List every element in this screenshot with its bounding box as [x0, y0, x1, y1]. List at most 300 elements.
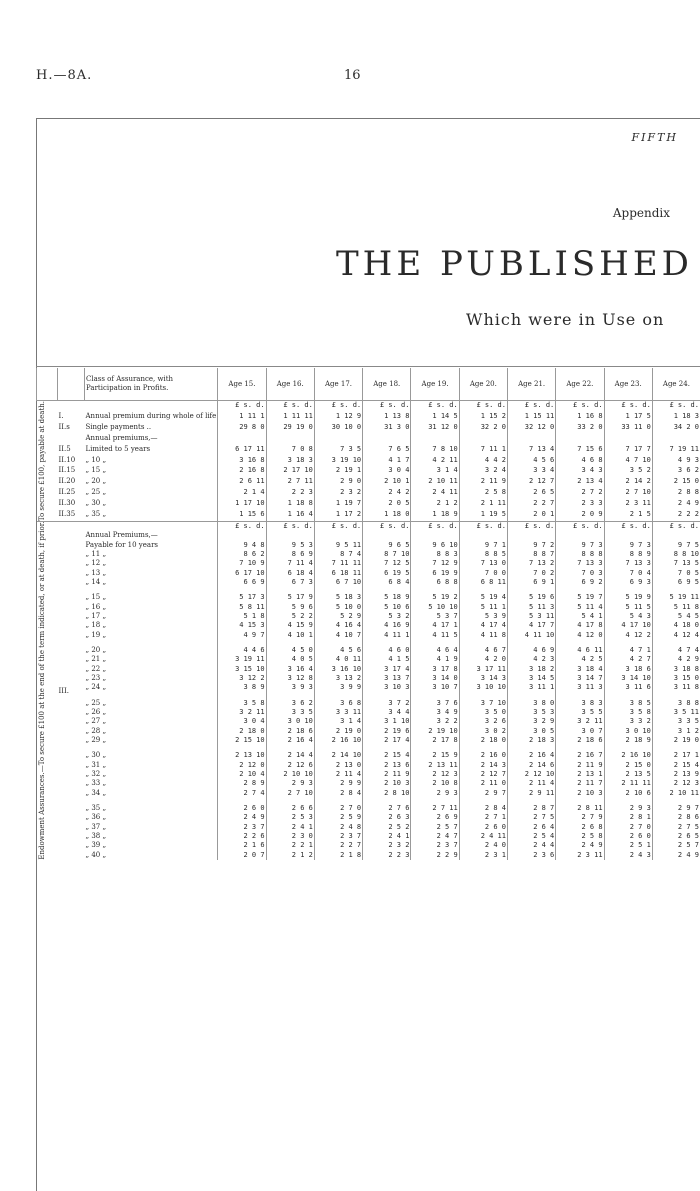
row-value: [218, 434, 266, 445]
row-value: 2 13 0: [314, 761, 362, 770]
table-row: [37, 541, 700, 550]
row-value: 2 6 5: [652, 832, 700, 841]
row-value: [459, 531, 507, 540]
row-value: 3 15 0: [652, 674, 700, 683]
row-value: 2 16 4: [507, 751, 555, 760]
row-value: 5 4 3: [604, 612, 652, 621]
row-value: 9 5 11: [314, 541, 362, 550]
row-value: 2 5 4: [507, 832, 555, 841]
row-value: 5 3 9: [459, 612, 507, 621]
row-value: 2 16 7: [556, 751, 604, 760]
row-class: „ 22 „: [85, 665, 218, 674]
row-value: 2 6 6: [266, 804, 314, 813]
row-value: 4 0 5: [266, 655, 314, 664]
row-value: 4 11 1: [363, 631, 411, 640]
row-value: 2 10 11: [411, 477, 459, 488]
row-value: 5 11 4: [556, 603, 604, 612]
table-row: [37, 683, 700, 692]
row-value: 2 7 4: [218, 789, 266, 798]
row-code: II.30: [58, 499, 85, 510]
row-value: 2 13 5: [604, 770, 652, 779]
row-value: 2 2 3: [266, 488, 314, 499]
table-row: [37, 593, 700, 602]
row-value: 2 7 2: [556, 488, 604, 499]
row-value: 9 7 3: [604, 541, 652, 550]
table-row: [37, 789, 700, 798]
row-value: 2 9 3: [411, 789, 459, 798]
row-value: 2 11 7: [556, 779, 604, 788]
row-value: 2 6 3: [363, 813, 411, 822]
row-value: 6 7 3: [266, 578, 314, 587]
row-value: 2 3 2: [363, 841, 411, 850]
row-value: 4 7 4: [652, 646, 700, 655]
row-value: 5 10 10: [411, 603, 459, 612]
row-value: 3 0 2: [459, 727, 507, 736]
row-value: 1 14 5: [411, 412, 459, 423]
row-value: 3 1 4: [411, 466, 459, 477]
unit-row: [37, 522, 700, 532]
section-code: [58, 401, 85, 413]
age-header: Age 16.: [266, 368, 314, 401]
row-value: 3 5 8: [604, 708, 652, 717]
row-value: 5 19 4: [459, 593, 507, 602]
row-code: I.: [58, 412, 85, 423]
row-value: 6 19 5: [363, 569, 411, 578]
row-value: 1 19 5: [459, 510, 507, 522]
row-class: „ 33 „: [85, 779, 218, 788]
row-class: „ 39 „: [85, 841, 218, 850]
row-value: 5 11 1: [459, 603, 507, 612]
row-value: 2 15 10: [218, 736, 266, 745]
row-value: 2 3 7: [314, 832, 362, 841]
rates-body: [37, 401, 700, 861]
row-class: „ 12 „: [85, 559, 218, 568]
row-value: [314, 531, 362, 540]
row-value: 2 5 7: [652, 841, 700, 850]
row-class: „ 25 „: [85, 699, 218, 708]
row-value: 3 9 9: [314, 683, 362, 692]
row-value: 7 10 9: [218, 559, 266, 568]
row-value: 3 11 3: [556, 683, 604, 692]
row-value: 29 19 0: [266, 423, 314, 434]
row-value: 2 18 0: [218, 727, 266, 736]
table-row: [37, 674, 700, 683]
row-value: 2 6 0: [459, 823, 507, 832]
row-value: 2 7 10: [604, 488, 652, 499]
row-value: 5 19 11: [652, 593, 700, 602]
row-value: 6 8 8: [411, 578, 459, 587]
row-value: 2 4 7: [411, 832, 459, 841]
row-value: 2 10 4: [218, 770, 266, 779]
row-value: 2 18 6: [266, 727, 314, 736]
row-class: „ 36 „: [85, 813, 218, 822]
row-class: „ 20 „: [85, 477, 218, 488]
row-class: „ 20 „: [85, 646, 218, 655]
row-value: 2 19 0: [314, 727, 362, 736]
table-row: [37, 761, 700, 770]
row-code: II.15: [58, 466, 85, 477]
row-class: „ 21 „: [85, 655, 218, 664]
row-value: 7 12 9: [411, 559, 459, 568]
row-value: 9 7 5: [652, 541, 700, 550]
row-value: 3 1 2: [652, 727, 700, 736]
unit-label: £ s. d.: [266, 522, 314, 532]
row-value: 4 4 6: [218, 646, 266, 655]
row-value: 2 16 8: [218, 466, 266, 477]
row-value: 3 0 10: [604, 727, 652, 736]
row-value: 2 3 2: [314, 488, 362, 499]
row-value: 6 17 10: [218, 569, 266, 578]
row-value: 2 18 6: [556, 736, 604, 745]
row-value: 2 13 4: [556, 477, 604, 488]
row-value: 2 18 0: [459, 736, 507, 745]
row-value: 2 10 11: [652, 789, 700, 798]
row-value: 3 5 11: [652, 708, 700, 717]
row-value: 6 9 5: [652, 578, 700, 587]
row-value: 2 4 9: [652, 499, 700, 510]
row-value: 2 13 11: [411, 761, 459, 770]
row-value: 4 1 7: [363, 456, 411, 467]
row-value: 9 7 1: [459, 541, 507, 550]
row-value: 2 8 4: [459, 804, 507, 813]
row-value: 6 17 11: [218, 445, 266, 456]
row-value: 2 12 10: [507, 770, 555, 779]
row-code: [58, 434, 85, 445]
row-class: „ 15 „: [85, 466, 218, 477]
row-value: 1 16 4: [266, 510, 314, 522]
row-value: 2 1 4: [218, 488, 266, 499]
page-title: THE PUBLISHED: [336, 244, 693, 284]
row-value: 8 8 9: [604, 550, 652, 559]
row-value: 3 18 6: [604, 665, 652, 674]
row-value: 2 14 3: [459, 761, 507, 770]
row-class: Annual premiums,—: [85, 434, 218, 445]
row-value: 3 0 10: [266, 717, 314, 726]
unit-label: £ s. d.: [314, 522, 362, 532]
row-value: 3 2 11: [218, 708, 266, 717]
row-class: „ 31 „: [85, 761, 218, 770]
row-value: 4 4 2: [459, 456, 507, 467]
row-value: 3 6 2: [652, 466, 700, 477]
row-class: Payable for 10 years: [85, 541, 218, 550]
row-class: „ 13 „: [85, 569, 218, 578]
row-value: 4 11 5: [411, 631, 459, 640]
row-value: 2 4 0: [459, 841, 507, 850]
row-value: 4 12 0: [556, 631, 604, 640]
row-value: 4 17 1: [411, 621, 459, 630]
row-value: 3 5 2: [604, 466, 652, 477]
row-code: II.20: [58, 477, 85, 488]
row-value: 9 6 5: [363, 541, 411, 550]
row-value: 1 15 6: [218, 510, 266, 522]
row-value: 4 2 0: [459, 655, 507, 664]
row-value: 2 10 3: [556, 789, 604, 798]
row-value: 5 17 9: [266, 593, 314, 602]
row-value: 2 9 3: [266, 779, 314, 788]
page-subtitle: Which were in Use on: [466, 310, 664, 329]
row-value: [363, 434, 411, 445]
unit-label: £ s. d.: [604, 522, 652, 532]
row-class: Single payments ..: [85, 423, 218, 434]
row-value: 3 8 5: [604, 699, 652, 708]
row-value: 2 11 0: [459, 779, 507, 788]
row-value: 9 4 8: [218, 541, 266, 550]
row-value: 7 0 2: [507, 569, 555, 578]
row-value: 2 18 3: [507, 736, 555, 745]
row-value: 2 8 4: [314, 789, 362, 798]
row-value: 3 19 10: [314, 456, 362, 467]
row-value: 2 9 7: [652, 804, 700, 813]
row-class: „ 19 „: [85, 631, 218, 640]
row-value: 2 4 9: [556, 841, 604, 850]
row-value: 4 1 9: [411, 655, 459, 664]
row-value: [411, 531, 459, 540]
row-class: „ 24 „: [85, 683, 218, 692]
row-value: 2 0 1: [507, 510, 555, 522]
row-value: 4 6 0: [363, 646, 411, 655]
row-value: 5 19 2: [411, 593, 459, 602]
row-value: 1 18 3: [652, 412, 700, 423]
unit-label: £ s. d.: [556, 522, 604, 532]
table-row: [37, 603, 700, 612]
row-value: 3 5 0: [459, 708, 507, 717]
table-row: [37, 578, 700, 587]
row-value: 7 0 8: [266, 445, 314, 456]
row-value: 2 13 10: [218, 751, 266, 760]
row-value: 3 14 5: [507, 674, 555, 683]
row-value: 2 2 9: [411, 851, 459, 861]
row-value: 2 16 4: [266, 736, 314, 745]
row-value: 2 5 9: [314, 813, 362, 822]
row-value: 2 12 7: [507, 477, 555, 488]
row-value: 3 1 4: [314, 717, 362, 726]
row-value: 8 7 4: [314, 550, 362, 559]
row-value: 4 18 0: [652, 621, 700, 630]
row-value: 2 3 1: [459, 851, 507, 861]
row-value: 2 2 3: [363, 851, 411, 861]
row-value: 5 4 1: [556, 612, 604, 621]
row-value: 3 18 8: [652, 665, 700, 674]
row-value: 1 11 11: [266, 412, 314, 423]
row-class: „ 37 „: [85, 823, 218, 832]
row-value: 4 12 4: [652, 631, 700, 640]
row-value: 7 0 3: [556, 569, 604, 578]
row-value: 2 6 5: [507, 488, 555, 499]
row-value: 3 8 0: [507, 699, 555, 708]
row-value: 4 9 7: [218, 631, 266, 640]
row-value: 5 3 11: [507, 612, 555, 621]
row-value: 7 13 5: [652, 559, 700, 568]
row-value: 2 1 11: [459, 499, 507, 510]
row-value: 2 16 0: [459, 751, 507, 760]
page-number: 16: [344, 68, 361, 83]
row-value: 2 12 7: [459, 770, 507, 779]
row-value: 6 8 4: [363, 578, 411, 587]
row-value: 1 15 11: [507, 412, 555, 423]
unit-label: £ s. d.: [459, 401, 507, 413]
row-value: 2 2 1: [266, 841, 314, 850]
row-value: 3 3 11: [314, 708, 362, 717]
rates-table: [36, 368, 700, 860]
row-code: II.25: [58, 488, 85, 499]
table-row: [37, 832, 700, 841]
row-value: 3 11 6: [604, 683, 652, 692]
row-value: 7 11 4: [266, 559, 314, 568]
row-class: „ 17 „: [85, 612, 218, 621]
age-header: Age 19.: [411, 368, 459, 401]
row-value: 1 17 2: [314, 510, 362, 522]
row-value: 7 12 5: [363, 559, 411, 568]
row-value: 2 17 10: [266, 466, 314, 477]
row-value: 2 13 9: [652, 770, 700, 779]
row-value: 2 3 7: [411, 841, 459, 850]
row-value: 5 17 3: [218, 593, 266, 602]
row-value: 2 6 9: [411, 813, 459, 822]
row-value: 3 8 3: [556, 699, 604, 708]
row-value: 5 18 9: [363, 593, 411, 602]
row-value: 3 2 2: [411, 717, 459, 726]
row-value: 2 7 11: [411, 804, 459, 813]
row-value: 2 4 11: [459, 832, 507, 841]
row-value: 3 1 10: [363, 717, 411, 726]
row-value: 3 18 2: [507, 665, 555, 674]
row-value: 2 1 5: [604, 510, 652, 522]
row-value: 7 11 11: [314, 559, 362, 568]
row-value: [266, 531, 314, 540]
row-value: 5 19 7: [556, 593, 604, 602]
row-value: 2 1 2: [266, 851, 314, 861]
row-value: 6 9 2: [556, 578, 604, 587]
row-value: [314, 434, 362, 445]
unit-label: £ s. d.: [556, 401, 604, 413]
row-value: 2 0 5: [363, 499, 411, 510]
row-value: 8 8 7: [507, 550, 555, 559]
row-class: „ 29 „: [85, 736, 218, 745]
row-value: 2 6 8: [556, 823, 604, 832]
row-value: 34 2 0: [652, 423, 700, 434]
row-value: 2 1 6: [218, 841, 266, 850]
table-row: [37, 665, 700, 674]
row-class: „ 34 „: [85, 789, 218, 798]
row-value: [507, 531, 555, 540]
row-value: 2 14 6: [507, 761, 555, 770]
row-value: 2 10 8: [411, 779, 459, 788]
row-value: 5 10 0: [314, 603, 362, 612]
row-value: 3 18 4: [556, 665, 604, 674]
row-class: „ 28 „: [85, 727, 218, 736]
row-value: 8 8 10: [652, 550, 700, 559]
row-value: 7 13 3: [556, 559, 604, 568]
row-value: 7 0 4: [604, 569, 652, 578]
row-value: 5 18 3: [314, 593, 362, 602]
row-value: 4 16 4: [314, 621, 362, 630]
unit-label: £ s. d.: [507, 522, 555, 532]
table-row: [37, 488, 700, 499]
row-value: 4 6 8: [556, 456, 604, 467]
row-value: 2 7 0: [604, 823, 652, 832]
row-value: 3 12 2: [218, 674, 266, 683]
row-value: 2 12 3: [411, 770, 459, 779]
row-value: 3 3 4: [507, 466, 555, 477]
row-value: 2 4 1: [363, 832, 411, 841]
row-value: 3 12 8: [266, 674, 314, 683]
row-value: 30 10 0: [314, 423, 362, 434]
row-value: 7 17 7: [604, 445, 652, 456]
row-value: 5 2 2: [266, 612, 314, 621]
row-value: 3 5 8: [218, 699, 266, 708]
row-value: 4 5 6: [314, 646, 362, 655]
section-header-cell: [37, 368, 58, 401]
row-value: [556, 434, 604, 445]
row-value: 1 15 2: [459, 412, 507, 423]
row-class: „ 30 „: [85, 499, 218, 510]
unit-label: £ s. d.: [218, 522, 266, 532]
row-class: „ 32 „: [85, 770, 218, 779]
row-value: 7 13 0: [459, 559, 507, 568]
row-value: 2 4 1: [266, 823, 314, 832]
row-value: 4 11 8: [459, 631, 507, 640]
row-value: 3 11 8: [652, 683, 700, 692]
row-value: 3 0 5: [507, 727, 555, 736]
row-class: „ 15 „: [85, 593, 218, 602]
row-value: 2 2 2: [652, 510, 700, 522]
row-value: 2 19 6: [363, 727, 411, 736]
row-class: „ 26 „: [85, 708, 218, 717]
row-value: 3 9 3: [266, 683, 314, 692]
row-value: 4 17 7: [507, 621, 555, 630]
row-value: 3 2 4: [459, 466, 507, 477]
row-value: 2 7 6: [363, 804, 411, 813]
row-value: 3 7 10: [459, 699, 507, 708]
row-value: 4 12 2: [604, 631, 652, 640]
row-value: 4 5 0: [266, 646, 314, 655]
row-value: 5 1 8: [218, 612, 266, 621]
row-value: 3 14 3: [459, 674, 507, 683]
row-value: 3 8 8: [652, 699, 700, 708]
row-value: 2 5 3: [266, 813, 314, 822]
row-value: 3 19 11: [218, 655, 266, 664]
row-value: 3 2 9: [507, 717, 555, 726]
row-value: 2 17 4: [363, 736, 411, 745]
row-value: 3 17 8: [411, 665, 459, 674]
row-value: 4 2 5: [556, 655, 604, 664]
row-value: 7 0 0: [459, 569, 507, 578]
table-row: [37, 477, 700, 488]
age-header: Age 15.: [218, 368, 266, 401]
row-value: 4 2 7: [604, 655, 652, 664]
row-value: 4 6 7: [459, 646, 507, 655]
unit-label: £ s. d.: [363, 522, 411, 532]
row-class: „ 38 „: [85, 832, 218, 841]
row-value: 4 17 4: [459, 621, 507, 630]
row-value: [507, 434, 555, 445]
row-value: 2 9 9: [314, 779, 362, 788]
table-row: [37, 813, 700, 822]
row-value: 3 16 4: [266, 665, 314, 674]
row-class: „ 18 „: [85, 621, 218, 630]
row-value: 2 5 8: [556, 832, 604, 841]
row-value: 2 3 7: [218, 823, 266, 832]
age-header: Age 21.: [507, 368, 555, 401]
row-value: 5 10 6: [363, 603, 411, 612]
row-value: 5 19 6: [507, 593, 555, 602]
row-value: 5 3 2: [363, 612, 411, 621]
row-value: 2 4 9: [652, 851, 700, 861]
row-value: 2 11 9: [459, 477, 507, 488]
row-value: 2 2 7: [507, 499, 555, 510]
row-value: [556, 531, 604, 540]
row-value: 4 16 9: [363, 621, 411, 630]
